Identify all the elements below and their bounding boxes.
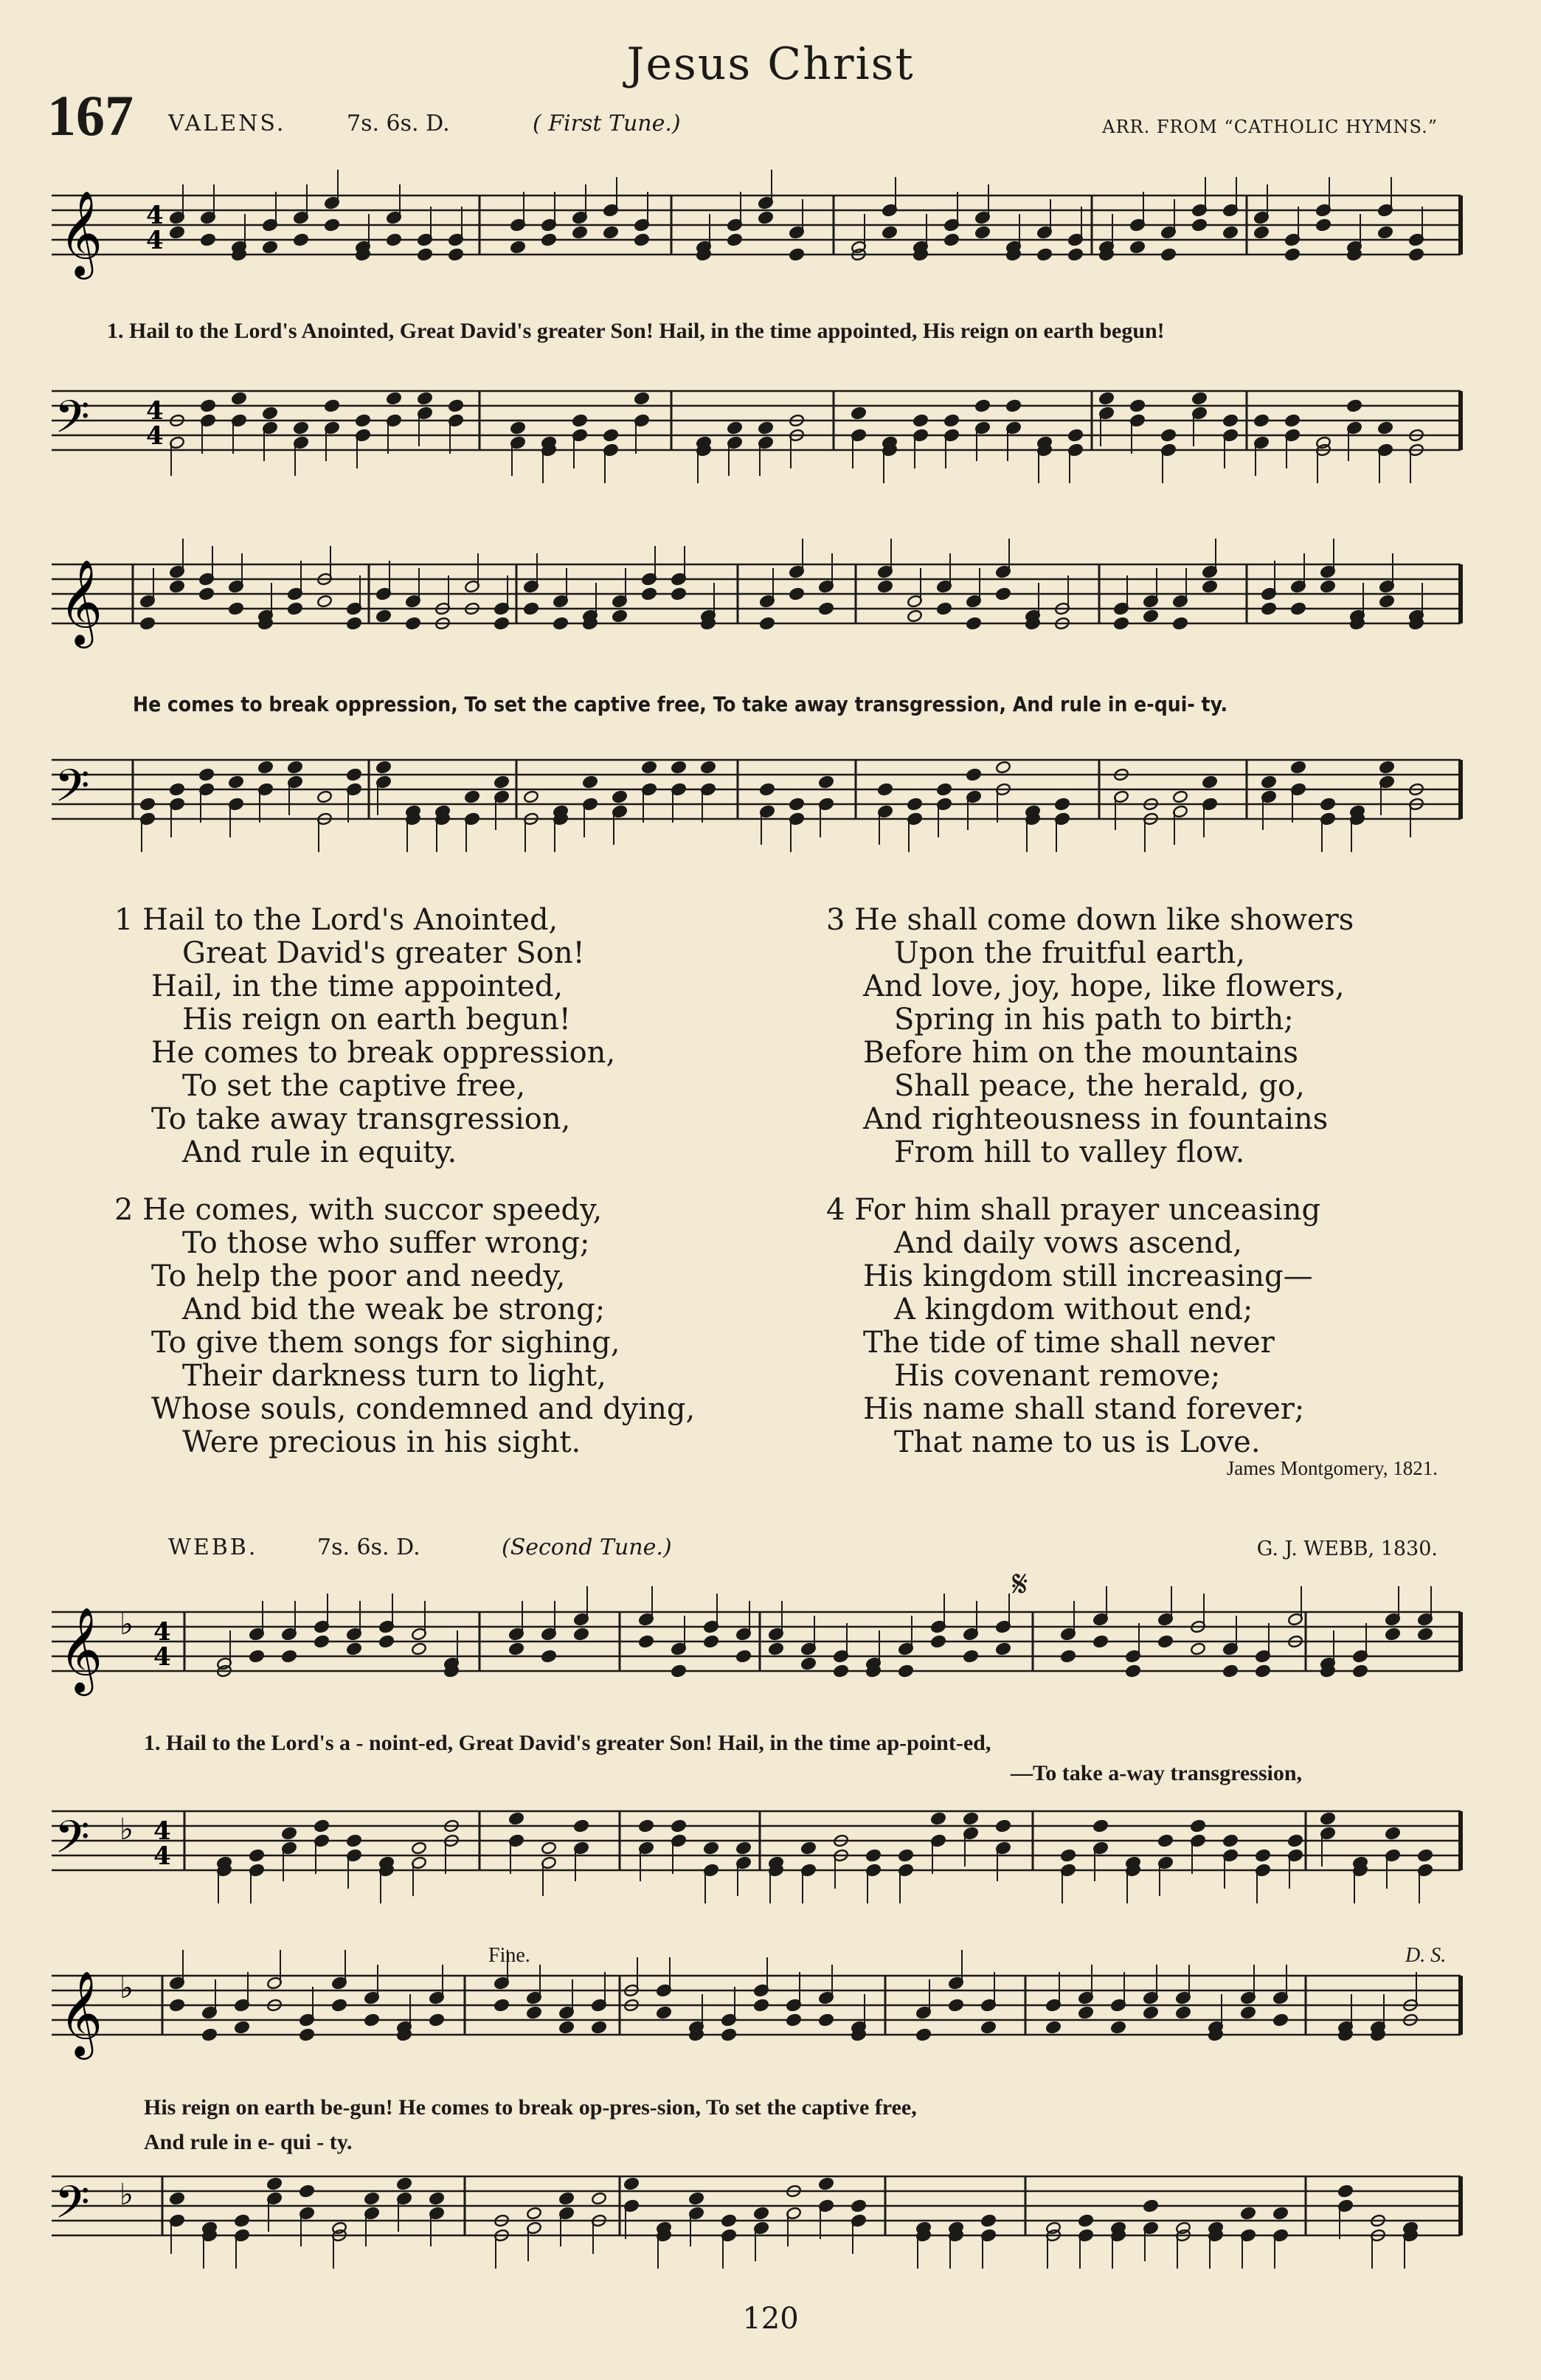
note-head [930,1812,946,1825]
time-signature: 4 [146,201,164,230]
note-head [966,768,981,781]
note-head [396,2177,412,2190]
note-head [963,1650,978,1663]
note-head [266,2177,282,2190]
note-head [1067,248,1083,261]
note-head [789,798,804,811]
note-head [198,587,214,601]
note-head [1098,392,1114,405]
note-head [464,790,479,803]
verse-2: 2 He comes, with succor speedy, To those who suffer wrong; To help the poor and needy, And bid the weak be strong; To give them songs for sighing, Their darkness turn to light, Whose souls, condemned and dying, Were precious in his sight. [114,1193,696,1459]
note-head [287,602,302,615]
svg-text:𝄢: 𝄢 [55,2176,90,2240]
valens-lyrics-2: He comes to break oppression, To set the captive free, To take away transgression, And rule in e-qui- ty. [133,692,1228,716]
note-head [818,775,834,789]
verse-4: 4 For him shall prayer unceasing And daily vows ascend, His kingdom still increasing— A kingdom without end; The tide of time shall never His covenant remove; His name shall stand forever; That name to us is Love. [826,1193,1321,1459]
note-head [591,2021,606,2034]
note-head [1261,775,1276,789]
svg-text:4: 4 [146,226,164,255]
note-head [877,783,893,796]
note-head [1377,421,1393,435]
note-head [572,226,587,239]
note-head [603,429,618,442]
note-head [1172,617,1188,630]
note-head [249,1849,264,1862]
note-head [727,421,742,435]
note-head [1255,1664,1270,1678]
note-head [364,2192,379,2205]
note-head [429,2192,444,2205]
note-head [375,761,391,774]
note-head [448,248,463,261]
valens-system-1-bass [52,376,1468,480]
note-head [1320,798,1335,811]
webb-lyrics-2a: His reign on earth be-gun! He comes to break op-pres-sion, To set the captive free, [144,2095,917,2120]
page-number: 120 [742,2302,799,2336]
note-head [169,226,184,239]
note-head [877,580,893,593]
note-head [1005,399,1021,412]
note-head [572,414,587,427]
note-head [943,233,959,246]
note-head [1191,392,1207,405]
note-head [262,241,277,254]
note-head [257,761,273,774]
svg-text:𝄢: 𝄢 [55,1811,90,1875]
note-head [727,233,742,246]
note-head [1202,580,1217,593]
note-head [995,1819,1011,1833]
note-head [1060,1650,1076,1663]
note-head [786,2013,801,2027]
valens-system-2-treble [52,557,1468,660]
note-head [591,2192,606,2205]
note-head [703,1841,718,1855]
svg-text:4: 4 [153,1617,171,1647]
note-head [299,2028,314,2041]
note-head [346,768,361,781]
svg-text:4: 4 [146,396,164,426]
svg-text:𝄞: 𝄞 [59,558,103,645]
note-head [721,2214,736,2227]
note-head [523,602,539,615]
ds-label: D. S. [1405,1944,1447,1967]
note-head [411,1841,426,1855]
note-head [346,617,361,630]
note-head [1290,602,1306,615]
note-head [1222,1834,1238,1847]
note-head [355,414,370,427]
note-head [1417,1849,1433,1862]
note-head [1253,226,1269,239]
note-head [898,1664,913,1678]
note-head [508,1812,524,1825]
note-head [656,2006,671,2019]
note-head [228,775,243,789]
note-head [800,1657,816,1670]
author-credit: James Montgomery, 1821. [1226,1457,1438,1479]
note-head [1240,2006,1256,2019]
first-tune-name: VALENS. [168,111,286,136]
note-head [603,226,618,239]
valens-system-1-treble [52,188,1468,291]
webb-lyrics-2b: And rule in e- qui - ty. [144,2130,353,2154]
note-head [1113,617,1129,630]
note-head [936,783,952,796]
note-head [293,421,308,435]
note-head [378,1635,394,1648]
svg-text:4: 4 [153,1841,171,1871]
note-head [671,1819,686,1833]
note-head [980,2021,996,2034]
note-head [508,1642,524,1656]
note-head [963,1812,978,1825]
note-head [1160,248,1176,261]
note-head [623,2177,639,2190]
note-head [553,617,568,630]
note-head [1379,761,1394,774]
note-head [634,392,649,405]
note-head [818,602,834,615]
note-head [375,609,391,623]
note-head [541,233,556,246]
note-head [1060,1849,1076,1862]
note-head [721,2028,736,2041]
webb-system-2-bass [52,2162,1468,2265]
note-head [930,1635,946,1648]
flat-icon: ♭ [120,1608,134,1642]
note-head [641,587,657,601]
note-head [995,587,1011,601]
note-head [1222,414,1238,427]
note-head [995,1642,1011,1656]
note-head [671,761,686,774]
note-head [753,2207,769,2220]
note-head [700,761,716,774]
note-head [169,1999,184,2012]
note-head [1175,2006,1191,2019]
verse-1: 1 Hail to the Lord's Anointed, Great David's greater Son! Hail, in the time appointed, His reign on earth begun! He comes to break oppression, To set the captive free, To take away transgression, And rule in equity. [114,903,616,1169]
webb-lyrics-1b: —To take a-way transgression, [1011,1761,1303,1785]
note-head [510,421,525,435]
note-head [1261,602,1276,615]
note-head [759,617,775,630]
note-head [913,414,928,427]
note-head [1143,2006,1158,2019]
note-head [995,761,1011,774]
note-head [789,587,804,601]
note-head [573,1627,589,1641]
note-head [346,1834,361,1847]
note-head [634,233,649,246]
note-head [316,790,332,803]
svg-text:♭: ♭ [120,1971,134,2005]
note-head [1272,2013,1288,2027]
note-head [818,2177,834,2190]
note-head [638,1819,654,1833]
note-head [974,226,990,239]
note-head [558,2021,574,2034]
note-head [558,2192,574,2205]
note-head [139,798,155,811]
note-head [573,1819,589,1833]
note-head [851,407,866,420]
section-title: Jesus Christ [626,38,915,90]
note-head [1036,248,1052,261]
note-head [1222,1664,1238,1678]
note-head [1190,1819,1205,1833]
note-head [1054,798,1070,811]
note-head [1417,1627,1433,1641]
note-head [324,399,339,412]
svg-text:4: 4 [153,1642,171,1672]
note-head [1129,241,1145,254]
note-head [758,211,773,224]
note-head [314,1635,329,1648]
note-head [1290,761,1306,774]
note-head [324,218,339,232]
second-tune-meter: 7s. 6s. D. [317,1535,420,1560]
note-head [671,587,686,601]
svg-text:♭: ♭ [120,1813,134,1847]
note-head [1157,1834,1173,1847]
note-head [231,392,246,405]
note-head [1253,414,1269,427]
note-head [671,1664,686,1678]
note-head [1385,1827,1400,1840]
note-head [234,2214,249,2227]
note-head [818,2013,834,2027]
note-head [200,233,215,246]
note-head [865,1849,881,1862]
note-head [789,248,804,261]
note-head [833,1664,848,1678]
note-head [980,2214,996,2227]
note-head [759,783,775,796]
valens-system-2-bass [52,745,1468,863]
note-head [1202,775,1217,789]
note-head [1129,399,1145,412]
note-head [1078,2214,1093,2227]
note-head [612,609,627,623]
note-head [735,1650,751,1663]
note-head [1092,1819,1108,1833]
note-head [612,790,627,803]
note-head [948,1999,963,2012]
svg-text:4: 4 [146,421,164,451]
note-head [898,1849,913,1862]
webb-system-1-treble [52,1605,1468,1708]
svg-text:𝄢: 𝄢 [55,760,90,823]
note-head [228,602,243,615]
note-head [1284,248,1300,261]
note-head [753,1999,769,2012]
note-head [249,1650,264,1663]
note-head [494,1999,509,2012]
note-head [907,609,922,623]
note-head [405,617,420,630]
note-head [299,2184,314,2198]
note-head [198,768,214,781]
note-head [1078,2006,1093,2019]
note-head [316,595,332,608]
note-head [411,1642,426,1656]
first-tune-meter: 7s. 6s. D. [347,111,450,136]
webb-system-1-bass [52,1796,1468,1900]
note-head [1408,248,1424,261]
svg-text:𝄞: 𝄞 [59,1606,103,1692]
note-head [1255,1849,1270,1862]
note-head [1346,399,1362,412]
note-head [1110,2021,1126,2034]
note-head [417,392,432,405]
note-head [234,2021,249,2034]
segno-icon: 𝄋 [1012,1563,1028,1605]
note-head [1143,2199,1158,2213]
note-head [1125,1664,1140,1678]
note-head [1172,790,1188,803]
treble-clef-icon: 𝄞 [59,190,103,276]
note-head [200,399,215,412]
note-head [314,1819,329,1833]
note-head [1045,2021,1061,2034]
note-head [287,761,302,774]
first-tune-label: ( First Tune.) [533,111,681,136]
arrangement-credit: ARR. FROM “CATHOLIC HYMNS.” [1102,117,1438,137]
svg-text:𝄞: 𝄞 [59,1970,103,2056]
verse-3: 3 He shall come down like showers Upon the fruitful earth, And love, joy, hope, like flowers, Spring in his path to birth; Before him on the mountains Shall peace, the herald, go, And righteousness in fountains From hill to valley flow. [826,903,1354,1169]
note-head [768,1642,783,1656]
note-head [1191,218,1207,232]
note-head [429,2013,444,2027]
note-head [1284,414,1300,427]
note-head [526,2006,541,2019]
note-head [1157,1635,1173,1648]
note-head [201,2028,217,2041]
note-head [943,414,959,427]
note-head [346,1642,361,1656]
note-head [1352,1664,1368,1678]
valens-lyrics-1: 1. Hail to the Lord's Anointed, Great David's greater Son! Hail, in the time appointed, His reign on earth begun! [107,319,1165,343]
note-head [262,407,277,420]
note-head [1143,609,1158,623]
note-head [882,226,897,239]
second-tune-name: WEBB. [168,1535,258,1560]
note-head [641,761,657,774]
note-head [974,399,990,412]
note-head [541,1841,556,1855]
webb-system-2-treble [52,1968,1468,2072]
note-head [1067,429,1083,442]
note-head [1190,1642,1205,1656]
bass-clef-icon: 𝄢 [55,391,90,454]
note-head [936,602,952,615]
note-head [1222,226,1238,239]
note-head [966,617,981,630]
note-head [907,798,922,811]
note-head [800,1841,816,1855]
note-head [281,1650,297,1663]
composer-credit: G. J. WEBB, 1830. [1256,1537,1438,1560]
note-head [494,775,509,789]
note-head [139,617,155,630]
note-head [526,2207,541,2220]
note-head [915,2028,931,2041]
svg-text:♭: ♭ [120,2178,134,2212]
note-head [494,617,509,630]
note-head [688,2192,704,2205]
note-head [1320,1812,1335,1825]
note-head [1337,2184,1353,2198]
note-head [448,399,463,412]
note-head [510,241,525,254]
note-head [582,775,598,789]
note-head [1240,2207,1256,2220]
note-head [735,1841,751,1855]
note-head [1160,429,1176,442]
note-head [1379,595,1394,608]
note-head [1315,218,1331,232]
note-head [1320,580,1335,593]
svg-text:4: 4 [153,1816,171,1846]
note-head [638,1635,654,1648]
note-head [386,392,401,405]
webb-lyrics-1a: 1. Hail to the Lord's a - noint-ed, Great David's greater Son! Hail, in the time ap-point-ed, [144,1731,991,1755]
note-head [169,783,184,796]
note-head [703,1635,718,1648]
fine-label: Fine. [488,1944,530,1967]
note-head [758,421,773,435]
second-tune-label: (Second Tune.) [502,1535,672,1560]
note-head [281,1827,297,1840]
note-head [1272,2207,1288,2220]
note-head [364,2013,379,2027]
note-head [523,790,539,803]
note-head [386,233,401,246]
verse-number: 1 [114,903,134,937]
hymn-number: 167 [47,83,134,148]
note-head [1092,1635,1108,1648]
note-head [293,233,308,246]
note-head [1377,226,1393,239]
note-head [169,2192,184,2205]
note-head [541,1650,556,1663]
note-head [851,2199,866,2213]
note-head [1385,1627,1400,1641]
note-head [417,248,432,261]
note-head [331,1999,347,2012]
note-head [1287,1834,1303,1847]
note-head [169,580,184,593]
